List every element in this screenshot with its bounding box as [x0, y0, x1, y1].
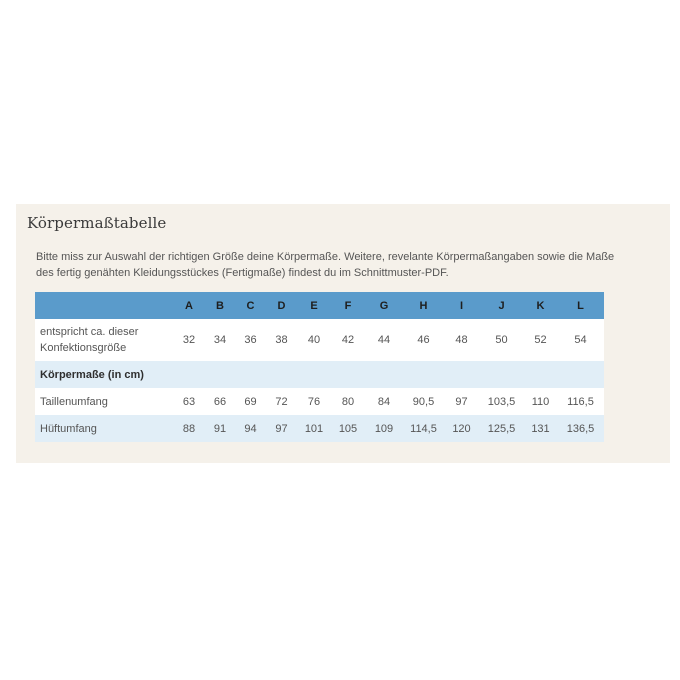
- konfektion-label: [35, 319, 173, 361]
- section-label: Körpermaße (in cm): [40, 368, 144, 381]
- huefte-value: 136,5: [566, 422, 595, 435]
- size-table: [35, 292, 604, 442]
- size-header-i: I: [459, 299, 464, 312]
- huefte-value: 94: [244, 422, 257, 435]
- taille-value: 103,5: [487, 395, 516, 408]
- huefte-value: 105: [338, 422, 358, 435]
- size-header-h: H: [419, 299, 428, 312]
- huefte-value: 97: [275, 422, 288, 435]
- huefte-value: 109: [374, 422, 394, 435]
- konfektion-value: 52: [534, 334, 547, 346]
- size-header-l: L: [577, 299, 584, 312]
- konfektion-value: 40: [307, 334, 321, 346]
- taille-value: 80: [341, 395, 355, 408]
- size-header-e: E: [310, 299, 318, 312]
- page-title: Körpermaßtabelle: [27, 214, 167, 232]
- huefte-value: 91: [213, 422, 227, 435]
- size-header-d: D: [277, 299, 286, 312]
- taille-value: 76: [307, 395, 321, 408]
- huefte-value: 88: [182, 422, 196, 435]
- taille-label: Taillenumfang: [40, 395, 108, 408]
- size-header-a: A: [185, 299, 193, 312]
- konfektion-value: 34: [213, 334, 227, 346]
- konfektion-value: 50: [495, 334, 508, 346]
- table-row-huefte: [35, 415, 604, 442]
- table-row-taille: [35, 388, 604, 415]
- konfektion-value: 54: [574, 334, 587, 346]
- konfektion-value: 44: [377, 334, 391, 346]
- size-header-k: K: [536, 299, 545, 312]
- konfektion-value: 42: [341, 334, 355, 346]
- size-header-f: F: [344, 299, 352, 312]
- konfektion-label-line2: Konfektionsgröße: [40, 342, 127, 354]
- konfektion-value: 36: [244, 334, 257, 346]
- taille-value: 72: [275, 395, 288, 408]
- size-header-c: C: [246, 299, 255, 312]
- huefte-value: 120: [452, 422, 471, 435]
- konfektion-value: 48: [455, 334, 468, 346]
- huefte-value: 114,5: [410, 422, 437, 435]
- table-row-konfektion: [35, 319, 604, 361]
- size-chart-panel: [16, 204, 670, 463]
- intro-text: Bitte miss zur Auswahl der richtigen Größe deine Körpermaße. Weitere, revelante Körpermaßangaben sowie die Maße des fertig genähten Kleidungsstückes (Fertigmaße) findest du im Schnittmuster-PDF.: [36, 251, 615, 279]
- size-header-b: B: [216, 299, 224, 312]
- taille-value: 110: [531, 395, 550, 408]
- huefte-value: 131: [531, 422, 550, 435]
- huefte-label: Hüftumfang: [40, 422, 97, 435]
- taille-value: 69: [244, 395, 257, 408]
- konfektion-value: 46: [417, 334, 430, 346]
- size-header-j: J: [498, 299, 505, 312]
- taille-value: 90,5: [412, 395, 435, 408]
- size-header-g: G: [379, 299, 389, 312]
- konfektion-value: 32: [182, 334, 196, 346]
- taille-value: 66: [213, 395, 227, 408]
- table-header-row: [35, 292, 604, 319]
- huefte-value: 125,5: [487, 422, 516, 435]
- taille-value: 116,5: [567, 395, 594, 408]
- taille-value: 84: [377, 395, 391, 408]
- table-row-section: [35, 361, 604, 388]
- taille-value: 63: [182, 395, 196, 408]
- konfektion-value: 38: [275, 334, 288, 346]
- header-empty-cell: [35, 292, 173, 319]
- huefte-value: 101: [304, 422, 324, 435]
- taille-value: 97: [455, 395, 468, 408]
- konfektion-label-line1: entspricht ca. dieser: [40, 326, 139, 338]
